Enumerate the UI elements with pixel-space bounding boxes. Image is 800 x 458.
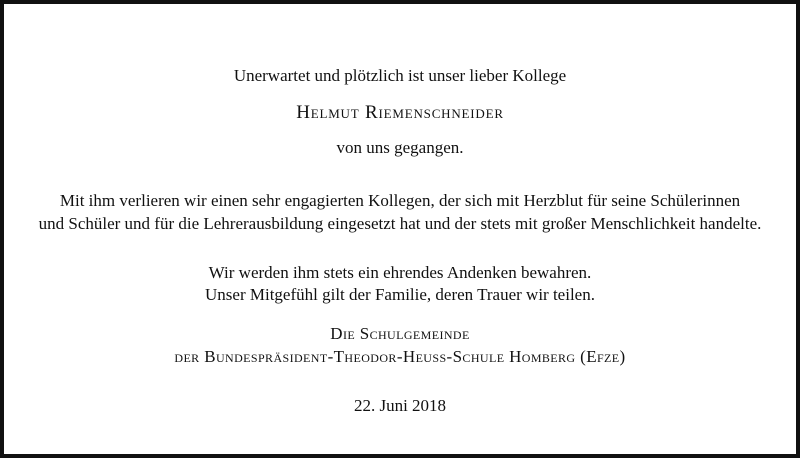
tribute-line-2: und Schüler und für die Lehrerausbildung eingesetzt hat und der stets mit großer Menschlichkeit handelte.	[38, 214, 762, 233]
notice-date: 22. Juni 2018	[353, 396, 447, 415]
signature-line-2: der Bundespräsident-Theodor-Heuss-Schule Homberg (Efze)	[174, 347, 626, 366]
deceased-name: Helmut Riemenschneider	[296, 102, 504, 123]
signature-line-1: Die Schulgemeinde	[330, 324, 470, 343]
remembrance-line-2: Unser Mitgefühl gilt der Familie, deren Trauer wir teilen.	[205, 285, 595, 304]
remembrance-line-1: Wir werden ihm stets ein ehrendes Andenken bewahren.	[208, 263, 592, 282]
intro-text: Unerwartet und plötzlich ist unser lieber Kollege	[233, 66, 567, 85]
departed-text: von uns gegangen.	[336, 138, 464, 157]
tribute-line-1: Mit ihm verlieren wir einen sehr engagierten Kollegen, der sich mit Herzblut für seine Schülerinnen	[59, 191, 741, 210]
